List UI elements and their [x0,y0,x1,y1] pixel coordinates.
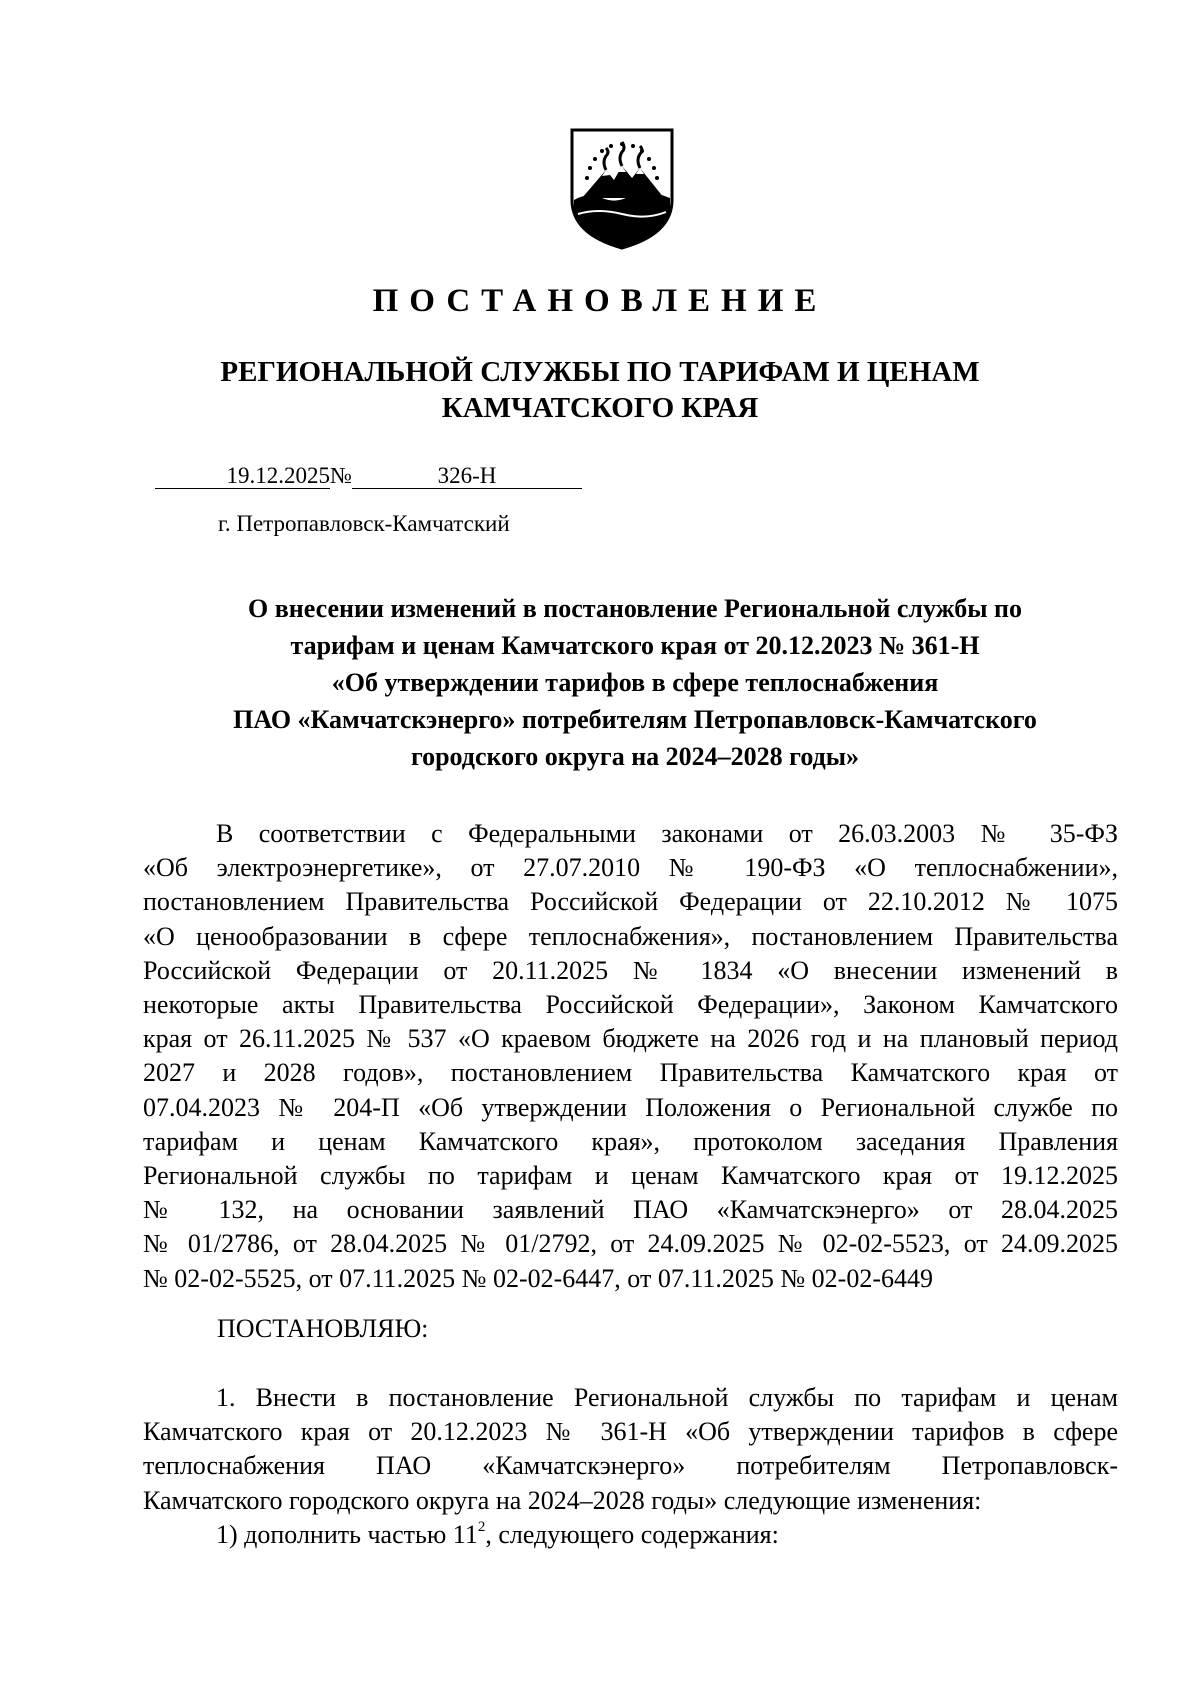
item-line: Камчатского городского округа на 2024–2028 годы» следующие изменения: [143,1485,982,1515]
issue-city: г. Петропавловск-Камчатский [218,511,510,536]
coat-of-arms-emblem [568,122,676,252]
preamble-line: постановлением Правительства Российской Федерации от 22.10.2012 № 1075 [143,887,1118,917]
preamble-line: «О ценообразовании в сфере теплоснабжения», постановлением Правительства [143,921,1118,951]
agency-name-line: КАМЧАТСКОГО КРАЯ [441,392,759,424]
sub-item-line [143,1518,1118,1552]
document-type-title: ПОСТАНОВЛЕНИЕ [372,283,828,319]
item-line: теплоснабжения ПАО «Камчатскэнерго» потребителям Петропавловск- [143,1451,1118,1481]
decree-items [143,1381,1118,1552]
subject-line: «Об утверждении тарифов в сфере теплоснабжения [331,668,939,697]
number-sign: № [330,463,352,488]
sub-item-superscript: 2 [477,1519,486,1536]
agency-name [0,354,1200,426]
subject-line: О внесении изменений в постановление Региональной службы по [248,594,1022,623]
preamble-line: некоторые акты Правительства Российской Федерации», Законом Камчатского [143,990,1118,1020]
item-line: Камчатского края от 20.12.2023 № 361-Н «Об утверждении тарифов в сфере [143,1417,1118,1447]
agency-name-line: РЕГИОНАЛЬНОЙ СЛУЖБЫ ПО ТАРИФАМ И ЦЕНАМ [220,356,980,388]
date-number-line [155,462,582,490]
preamble-paragraph [143,817,1118,1296]
decree-word: ПОСТАНОВЛЯЮ: [217,1314,429,1343]
subject-line: ПАО «Камчатскэнерго» потребителям Петропавловск-Камчатского [233,705,1037,734]
preamble-line: № 132, на основании заявлений ПАО «Камчатскэнерго» от 28.04.2025 [143,1195,1118,1225]
item-line: 1. Внести в постановление Региональной службы по тарифам и ценам [216,1383,1118,1412]
subject-line: городского округа на 2024–2028 годы» [410,742,860,771]
preamble-line: № 02-02-5525, от 07.11.2025 № 02-02-6447, от 07.11.2025 № 02-02-6449 [143,1263,933,1293]
preamble-line: № 01/2786, от 28.04.2025 № 01/2792, от 24.09.2025 № 02-02-5523, от 24.09.2025 [143,1229,1118,1259]
preamble-line: Российской Федерации от 20.11.2025 № 1834 «О внесении изменений в [143,955,1118,985]
preamble-line: Региональной службы по тарифам и ценам Камчатского края от 19.12.2025 [143,1161,1118,1191]
subject-line: тарифам и ценам Камчатского края от 20.12.2023 № 361-Н [290,631,980,660]
document-date: 19.12.2025 [155,462,330,489]
preamble-line: края от 26.11.2025 № 537 «О краевом бюджете на 2026 год и на плановый период [143,1024,1118,1054]
sub-item-prefix: 1) дополнить частью 11 [216,1519,478,1549]
document-number: 326-Н [352,462,582,489]
sub-item-suffix: , следующего содержания: [485,1519,779,1549]
preamble-line: 07.04.2023 № 204-П «Об утверждении Положения о Региональной службе по [143,1092,1118,1122]
preamble-line: тарифам и ценам Камчатского края», протоколом заседания Правления [143,1126,1118,1156]
preamble-line: «Об электроэнергетике», от 27.07.2010 № 190-ФЗ «О теплоснабжении», [143,853,1118,883]
document-subject [140,590,1130,775]
coat-of-arms-icon [568,122,676,252]
preamble-line: В соответствии с Федеральными законами от 26.03.2003 № 35-ФЗ [216,819,1118,848]
preamble-line: 2027 и 2028 годов», постановлением Правительства Камчатского края от [143,1058,1118,1088]
